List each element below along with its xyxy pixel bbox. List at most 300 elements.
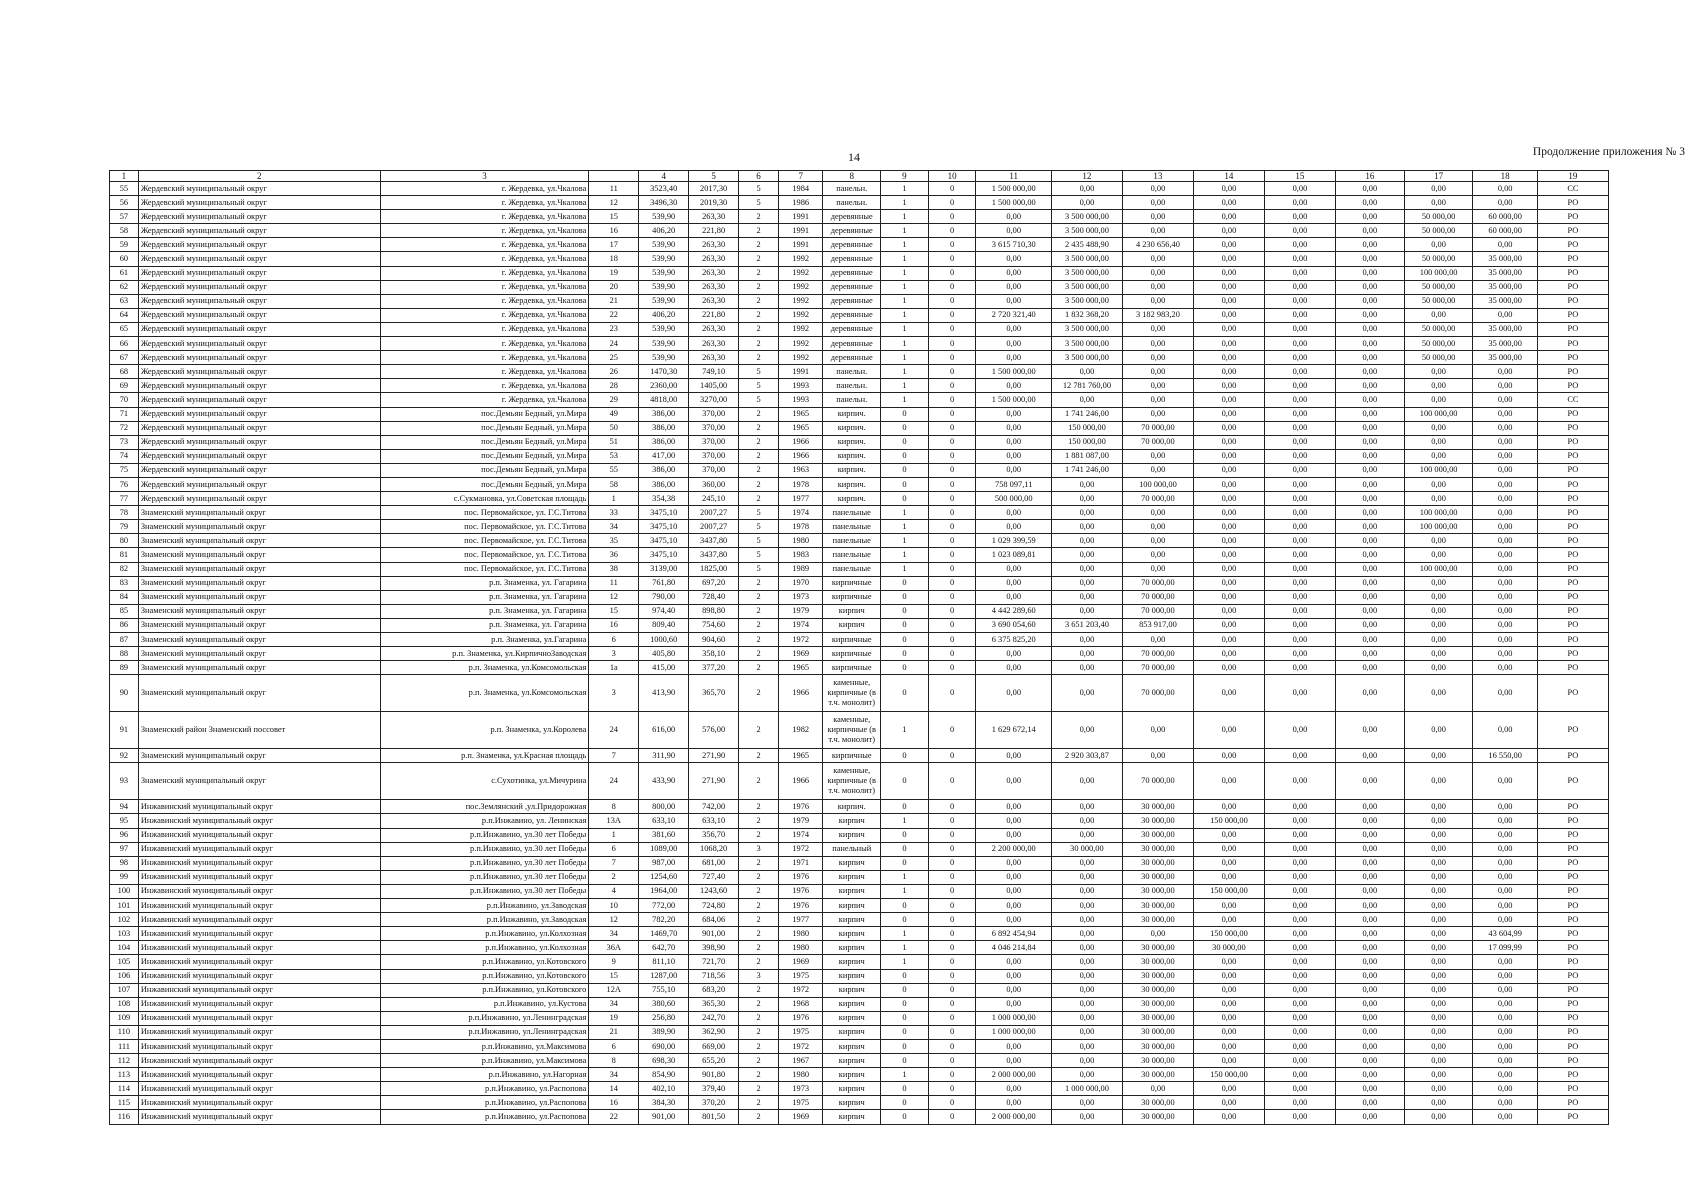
table-cell: 75 [110, 463, 139, 477]
table-cell: 0,00 [1264, 224, 1335, 238]
table-cell: пос. Первомайское, ул. Г.С.Титова [380, 534, 589, 548]
table-cell: 64 [110, 308, 139, 322]
table-cell: 0,00 [1193, 393, 1264, 407]
table-cell: 0,00 [1264, 800, 1335, 814]
table-cell: 0,00 [1473, 675, 1537, 712]
table-cell: Жердевский муниципальный округ [138, 463, 380, 477]
table-cell: кирпичные [823, 647, 881, 661]
table-cell: 0,00 [1051, 955, 1122, 969]
table-cell: РО [1537, 604, 1608, 618]
table-row [110, 562, 1609, 576]
table-cell: 0,00 [976, 856, 1051, 870]
table-cell: 1973 [779, 590, 823, 604]
table-cell: кирпич. [823, 492, 881, 506]
table-row [110, 590, 1609, 604]
table-cell: Жердевский муниципальный округ [138, 210, 380, 224]
table-cell: 0,00 [1264, 435, 1335, 449]
table-cell: 0,00 [1051, 393, 1122, 407]
table-cell: 98 [110, 856, 139, 870]
table-row [110, 266, 1609, 280]
table-cell: кирпич [823, 870, 881, 884]
table-cell: 356,70 [689, 828, 739, 842]
table-cell: 0,00 [1264, 280, 1335, 294]
table-cell: 2 [739, 1011, 779, 1025]
table-cell: 55 [589, 463, 639, 477]
table-cell: 2 [739, 828, 779, 842]
table-cell: г. Жердевка, ул.Чкалова [380, 393, 589, 407]
table-cell: р.п.Инжавино, ул.30 лет Победы [380, 884, 589, 898]
table-cell: 0,00 [1404, 633, 1473, 647]
table-cell: 11 [589, 182, 639, 196]
table-cell: 0,00 [1122, 196, 1193, 210]
table-cell: 15 [589, 969, 639, 983]
table-cell: р.п.Инжавино, ул.Котовского [380, 969, 589, 983]
table-cell: 0,00 [1404, 955, 1473, 969]
table-cell: 0,00 [976, 997, 1051, 1011]
table-cell: 0,00 [1264, 421, 1335, 435]
table-row [110, 969, 1609, 983]
table-cell: 2 [739, 899, 779, 913]
table-cell: 0,00 [1264, 997, 1335, 1011]
table-cell: 2 [739, 238, 779, 252]
table-cell: 84 [110, 590, 139, 604]
table-cell: 2 [739, 997, 779, 1011]
table-cell: 0,00 [1264, 1082, 1335, 1096]
table-cell: 0,00 [1473, 449, 1537, 463]
table-cell: г. Жердевка, ул.Чкалова [380, 337, 589, 351]
table-cell: 0,00 [1264, 590, 1335, 604]
table-cell: 0,00 [1335, 421, 1404, 435]
table-cell: 0,00 [1473, 1054, 1537, 1068]
table-cell: 50 000,00 [1404, 322, 1473, 336]
table-cell: 0 [928, 520, 976, 534]
table-cell: 70 000,00 [1122, 492, 1193, 506]
table-cell: 0,00 [1264, 661, 1335, 675]
table-cell: 70 000,00 [1122, 590, 1193, 604]
table-cell: 987,00 [639, 856, 689, 870]
table-cell: 0,00 [976, 899, 1051, 913]
table-cell: 0 [928, 814, 976, 828]
table-cell: Знаменский муниципальный округ [138, 520, 380, 534]
table-cell: РО [1537, 351, 1608, 365]
table-cell: 0,00 [1193, 712, 1264, 749]
table-cell: 0,00 [976, 266, 1051, 280]
table-cell: 5 [739, 379, 779, 393]
table-cell: 0,00 [1122, 182, 1193, 196]
table-cell: 0,00 [1193, 997, 1264, 1011]
table-cell: Инжавинский муниципальный округ [138, 927, 380, 941]
table-cell: 0 [881, 449, 929, 463]
table-cell: 30 000,00 [1122, 1068, 1193, 1082]
table-cell: кирпич [823, 983, 881, 997]
table-cell: кирпичные [823, 661, 881, 675]
table-cell: 0,00 [1404, 969, 1473, 983]
table-cell: 2 720 321,40 [976, 308, 1051, 322]
table-cell: 0,00 [1404, 997, 1473, 1011]
table-cell: 107 [110, 983, 139, 997]
table-cell: 2 [739, 661, 779, 675]
table-cell: 0 [928, 856, 976, 870]
table-cell: 0 [928, 842, 976, 856]
table-cell: 102 [110, 913, 139, 927]
column-number: 16 [1335, 171, 1404, 182]
table-cell: 1986 [779, 196, 823, 210]
table-cell: 1977 [779, 913, 823, 927]
table-cell: 0 [881, 633, 929, 647]
table-cell: 0 [928, 196, 976, 210]
table-cell: 36 [589, 548, 639, 562]
table-cell: 2 [739, 763, 779, 800]
table-cell: 0,00 [1051, 477, 1122, 491]
table-cell: панельные [823, 506, 881, 520]
table-cell: 0,00 [976, 520, 1051, 534]
table-cell: 0,00 [1193, 955, 1264, 969]
table-cell: 0,00 [1122, 534, 1193, 548]
table-cell: 0,00 [1051, 548, 1122, 562]
table-cell: 0,00 [1404, 763, 1473, 800]
table-cell: 57 [110, 210, 139, 224]
table-cell: 2 [739, 266, 779, 280]
table-cell: Знаменский муниципальный округ [138, 633, 380, 647]
table-cell: 0,00 [1264, 1068, 1335, 1082]
table-cell: 0,00 [1193, 618, 1264, 632]
table-cell: 0,00 [1473, 647, 1537, 661]
table-cell: 0 [881, 477, 929, 491]
table-cell: 50 000,00 [1404, 210, 1473, 224]
table-cell: кирпич [823, 1025, 881, 1039]
table-cell: 0 [928, 449, 976, 463]
table-cell: 35 000,00 [1473, 280, 1537, 294]
table-cell: 1969 [779, 955, 823, 969]
table-cell: 1977 [779, 492, 823, 506]
table-cell: Инжавинский муниципальный округ [138, 899, 380, 913]
table-cell: 2 [739, 280, 779, 294]
table-cell: 2 [739, 224, 779, 238]
table-cell: 2 [739, 941, 779, 955]
table-cell: 96 [110, 828, 139, 842]
table-cell: 0,00 [1193, 337, 1264, 351]
table-cell: 0 [928, 548, 976, 562]
table-cell: 2 [739, 983, 779, 997]
table-cell: 0,00 [1473, 562, 1537, 576]
table-cell: кирпичные [823, 590, 881, 604]
table-cell: 539,90 [639, 210, 689, 224]
table-cell: 0,00 [1473, 814, 1537, 828]
column-number: 8 [823, 171, 881, 182]
table-cell: 0,00 [1051, 633, 1122, 647]
table-cell: 1 [589, 492, 639, 506]
table-cell: 0,00 [976, 1082, 1051, 1096]
table-cell: 0,00 [1335, 351, 1404, 365]
table-cell: 0,00 [1193, 266, 1264, 280]
table-cell: 50 000,00 [1404, 351, 1473, 365]
table-cell: 263,30 [689, 351, 739, 365]
table-cell: 0,00 [1473, 633, 1537, 647]
table-cell: 35 000,00 [1473, 337, 1537, 351]
table-cell: 901,80 [689, 1068, 739, 1082]
table-cell: 0 [928, 941, 976, 955]
table-cell: 0,00 [1122, 294, 1193, 308]
table-cell: Знаменский муниципальный округ [138, 562, 380, 576]
table-cell: 0,00 [1122, 506, 1193, 520]
table-cell: 30 000,00 [1122, 800, 1193, 814]
table-cell: 0,00 [1193, 477, 1264, 491]
table-cell: 0,00 [1193, 590, 1264, 604]
table-cell: пос. Первомайское, ул. Г.С.Титова [380, 506, 589, 520]
table-cell: 0 [881, 1110, 929, 1124]
table-cell: 30 000,00 [1122, 1054, 1193, 1068]
table-cell: РО [1537, 899, 1608, 913]
table-cell: РО [1537, 1110, 1608, 1124]
table-cell: 2 [739, 407, 779, 421]
table-cell: 0,00 [1335, 633, 1404, 647]
table-cell: 0,00 [1264, 252, 1335, 266]
table-cell: 0,00 [1122, 463, 1193, 477]
table-cell: 749,10 [689, 365, 739, 379]
table-cell: 0,00 [1051, 1068, 1122, 1082]
table-cell: 100 000,00 [1404, 407, 1473, 421]
table-row [110, 633, 1609, 647]
table-cell: Жердевский муниципальный округ [138, 337, 380, 351]
table-cell: деревянные [823, 280, 881, 294]
table-cell: 539,90 [639, 322, 689, 336]
table-cell: 73 [110, 435, 139, 449]
table-cell: 0,00 [1335, 856, 1404, 870]
table-cell: 0,00 [976, 435, 1051, 449]
table-cell: Инжавинский муниципальный округ [138, 842, 380, 856]
table-cell: 0,00 [1404, 842, 1473, 856]
table-row [110, 322, 1609, 336]
table-cell: кирпич [823, 941, 881, 955]
table-cell: 22 [589, 1110, 639, 1124]
table-cell: 8 [589, 1054, 639, 1068]
table-cell: 755,10 [639, 983, 689, 997]
table-cell: 0 [928, 913, 976, 927]
table-cell: 370,00 [689, 463, 739, 477]
table-cell: 0,00 [1122, 393, 1193, 407]
table-row [110, 941, 1609, 955]
table-cell: 0,00 [1193, 633, 1264, 647]
table-cell: РО [1537, 647, 1608, 661]
table-cell: 70 000,00 [1122, 435, 1193, 449]
table-cell: 0,00 [1404, 1110, 1473, 1124]
table-cell: 633,10 [689, 814, 739, 828]
table-cell: 405,80 [639, 647, 689, 661]
table-cell: РО [1537, 1082, 1608, 1096]
table-cell: 8 [589, 800, 639, 814]
table-cell: 0,00 [1473, 955, 1537, 969]
table-cell: кирпич [823, 828, 881, 842]
table-cell: 0 [928, 1011, 976, 1025]
table-cell: 1 500 000,00 [976, 196, 1051, 210]
table-cell: 0,00 [976, 224, 1051, 238]
table-cell: 0,00 [976, 210, 1051, 224]
table-cell: 0 [881, 604, 929, 618]
table-cell: 3 500 000,00 [1051, 224, 1122, 238]
table-cell: 0,00 [1264, 196, 1335, 210]
table-cell: 0 [928, 351, 976, 365]
table-cell: 0 [928, 435, 976, 449]
table-cell: 0,00 [1404, 393, 1473, 407]
table-cell: 30 000,00 [1122, 983, 1193, 997]
table-row [110, 1011, 1609, 1025]
table-cell: деревянные [823, 322, 881, 336]
table-cell: 360,00 [689, 477, 739, 491]
table-cell: 539,90 [639, 294, 689, 308]
table-cell: 97 [110, 842, 139, 856]
table-cell: 413,90 [639, 675, 689, 712]
table-cell: 0,00 [1404, 1054, 1473, 1068]
table-cell: 0,00 [1051, 941, 1122, 955]
table-cell: Жердевский муниципальный округ [138, 407, 380, 421]
table-cell: 2 [589, 870, 639, 884]
table-cell: 35 000,00 [1473, 252, 1537, 266]
table-cell: 1966 [779, 449, 823, 463]
table-cell: 0,00 [1335, 492, 1404, 506]
table-cell: 2 [739, 870, 779, 884]
table-cell: РО [1537, 712, 1608, 749]
table-cell: РО [1537, 224, 1608, 238]
table-cell: 77 [110, 492, 139, 506]
table-cell: 9 [589, 955, 639, 969]
table-cell: 1 [881, 365, 929, 379]
table-cell: деревянные [823, 252, 881, 266]
table-cell: 809,40 [639, 618, 689, 632]
table-cell: 0,00 [1122, 365, 1193, 379]
table-cell: 35 000,00 [1473, 266, 1537, 280]
table-cell: РО [1537, 633, 1608, 647]
table-cell: 0,00 [1264, 266, 1335, 280]
table-cell: 0,00 [1122, 712, 1193, 749]
table-cell: 30 000,00 [1122, 913, 1193, 927]
table-cell: 6 [589, 1039, 639, 1053]
table-cell: 1978 [779, 477, 823, 491]
table-cell: 3523,40 [639, 182, 689, 196]
table-cell: 2 [739, 308, 779, 322]
table-cell: 0,00 [1473, 492, 1537, 506]
table-cell: 100 000,00 [1404, 463, 1473, 477]
table-cell: 1991 [779, 224, 823, 238]
table-row [110, 955, 1609, 969]
table-cell: 0,00 [1193, 856, 1264, 870]
table-cell: 3 500 000,00 [1051, 266, 1122, 280]
table-cell: 0 [928, 955, 976, 969]
table-cell: 0,00 [1404, 884, 1473, 898]
table-cell: 104 [110, 941, 139, 955]
table-cell: Инжавинский муниципальный округ [138, 884, 380, 898]
table-cell: 354,38 [639, 492, 689, 506]
table-cell: 1965 [779, 661, 823, 675]
table-cell: Жердевский муниципальный округ [138, 182, 380, 196]
table-cell: 68 [110, 365, 139, 379]
table-cell: 263,30 [689, 294, 739, 308]
table-cell: 1980 [779, 927, 823, 941]
table-cell: 0 [928, 562, 976, 576]
table-cell: р.п. Знаменка, ул.КирпичноЗаводская [380, 647, 589, 661]
column-number [589, 171, 639, 182]
table-cell: 150 000,00 [1193, 1068, 1264, 1082]
table-cell: 3 [589, 675, 639, 712]
table-cell: 0,00 [1335, 435, 1404, 449]
table-cell: РО [1537, 1011, 1608, 1025]
table-cell: 0,00 [1193, 576, 1264, 590]
table-cell: кирпич [823, 884, 881, 898]
table-cell: 0,00 [1264, 1054, 1335, 1068]
table-row [110, 407, 1609, 421]
table-cell: 790,00 [639, 590, 689, 604]
table-cell: 2 [739, 463, 779, 477]
table-cell: 0,00 [1335, 1039, 1404, 1053]
table-cell: 0,00 [976, 463, 1051, 477]
table-cell: 0,00 [1335, 379, 1404, 393]
table-cell: 0,00 [1193, 828, 1264, 842]
table-cell: кирпич [823, 997, 881, 1011]
table-cell: Знаменский муниципальный округ [138, 749, 380, 763]
table-cell: пос.Демьян Бедный, ул.Мира [380, 421, 589, 435]
table-cell: 0,00 [1473, 379, 1537, 393]
table-cell: 3 500 000,00 [1051, 252, 1122, 266]
table-cell: 70 000,00 [1122, 604, 1193, 618]
table-cell: 2 [739, 618, 779, 632]
table-cell: 0 [928, 421, 976, 435]
table-cell: 0,00 [1193, 800, 1264, 814]
table-cell: 1 741 246,00 [1051, 407, 1122, 421]
table-cell: 1964,00 [639, 884, 689, 898]
table-cell: деревянные [823, 224, 881, 238]
table-cell: 66 [110, 337, 139, 351]
table-row [110, 712, 1609, 749]
table-cell: 2007,27 [689, 506, 739, 520]
table-cell: Инжавинский муниципальный округ [138, 983, 380, 997]
table-cell: р.п. Знаменка, ул.Комсомольская [380, 661, 589, 675]
table-cell: 0,00 [976, 449, 1051, 463]
table-cell: 0,00 [1404, 661, 1473, 675]
table-cell: 0 [928, 280, 976, 294]
table-cell: 30 000,00 [1122, 1025, 1193, 1039]
table-cell: 1972 [779, 1039, 823, 1053]
table-cell: 3475,10 [639, 520, 689, 534]
table-cell: р.п.Инжавино, ул.Распопова [380, 1096, 589, 1110]
table-cell: 0,00 [1264, 647, 1335, 661]
table-cell: 2 [739, 210, 779, 224]
table-cell: 0,00 [1264, 842, 1335, 856]
table-cell: 0,00 [1335, 618, 1404, 632]
table-cell: РО [1537, 280, 1608, 294]
table-cell: 1974 [779, 618, 823, 632]
table-cell: 0,00 [976, 828, 1051, 842]
table-cell: Инжавинский муниципальный округ [138, 1082, 380, 1096]
table-cell: 1966 [779, 435, 823, 449]
table-cell: р.п.Инжавино, ул.Распопова [380, 1110, 589, 1124]
table-cell: кирпичные [823, 633, 881, 647]
table-cell: 38 [589, 562, 639, 576]
table-cell: 0,00 [1051, 814, 1122, 828]
table-row [110, 534, 1609, 548]
table-cell: 12 [589, 196, 639, 210]
table-cell: 1992 [779, 351, 823, 365]
table-cell: РО [1537, 463, 1608, 477]
table-cell: 263,30 [689, 238, 739, 252]
table-cell: РО [1537, 492, 1608, 506]
table-cell: 1254,60 [639, 870, 689, 884]
table-cell: 7 [589, 856, 639, 870]
table-cell: 30 000,00 [1122, 1039, 1193, 1053]
table-cell: 0 [881, 463, 929, 477]
table-cell: 1974 [779, 828, 823, 842]
table-cell: 0,00 [1335, 393, 1404, 407]
table-cell: кирпич. [823, 800, 881, 814]
table-cell: 0,00 [1404, 590, 1473, 604]
